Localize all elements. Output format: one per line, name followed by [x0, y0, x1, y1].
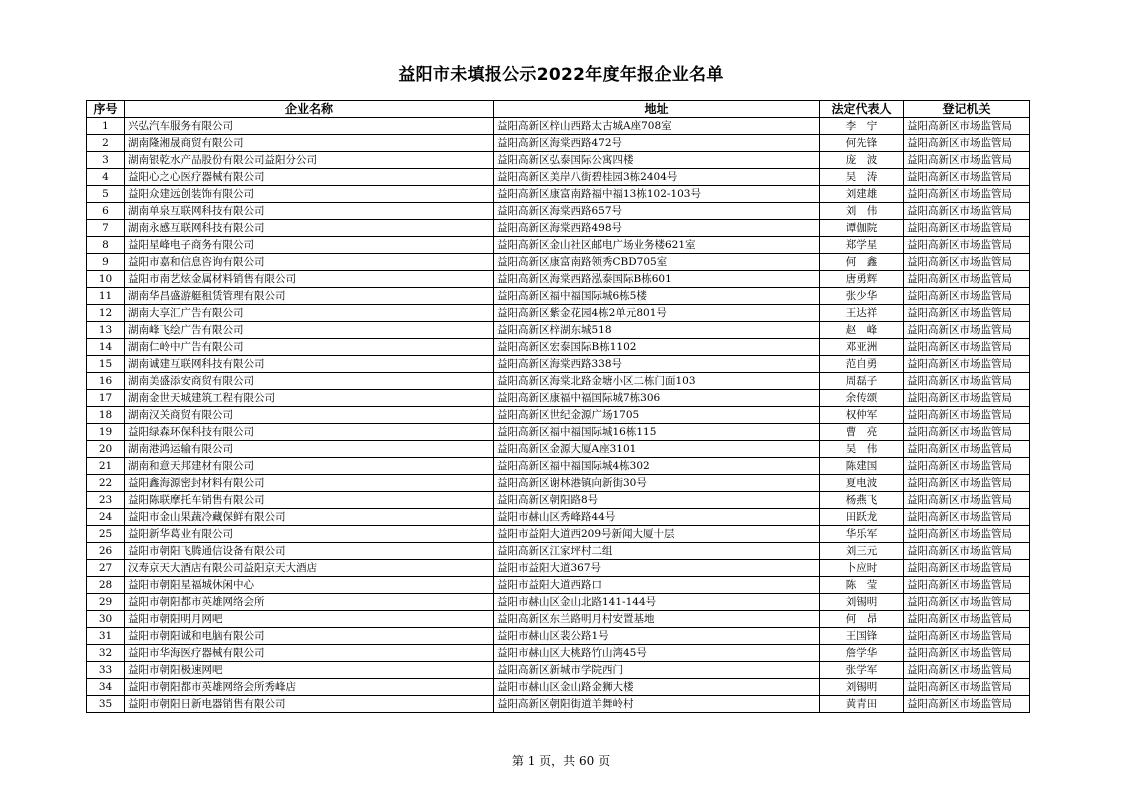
- row-number: 11: [87, 288, 125, 305]
- registration-authority: 益阳高新区市场监管局: [904, 322, 1030, 339]
- company-name: 益阳市华海医疗器械有限公司: [125, 645, 494, 662]
- company-name: 湖南单泉互联网科技有限公司: [125, 203, 494, 220]
- table-row: [87, 577, 1030, 594]
- company-name: 益阳市朝阳日新电器销售有限公司: [125, 696, 494, 713]
- company-name: 兴弘汽车服务有限公司: [125, 118, 494, 135]
- company-address: 益阳高新区谢林港镇向新街30号: [494, 475, 820, 492]
- legal-representative: 赵 峰: [820, 322, 904, 339]
- table-row: [87, 458, 1030, 475]
- legal-representative: 黄青田: [820, 696, 904, 713]
- table-row: [87, 560, 1030, 577]
- company-address: 益阳市赫山区金山路金狮大楼: [494, 679, 820, 696]
- company-name: 益阳市朝阳都市英雄网络会所秀峰店: [125, 679, 494, 696]
- company-address: 益阳高新区朝阳街道羊舞岭村: [494, 696, 820, 713]
- legal-representative: 刘锡明: [820, 679, 904, 696]
- row-number: 2: [87, 135, 125, 152]
- company-name: 益阳市南艺炫金属材料销售有限公司: [125, 271, 494, 288]
- table-row: [87, 118, 1030, 135]
- company-name: 汉寿京天大酒店有限公司益阳京天大酒店: [125, 560, 494, 577]
- company-address: 益阳高新区紫金花园4栋2单元801号: [494, 305, 820, 322]
- company-name: 湖南汉关商贸有限公司: [125, 407, 494, 424]
- row-number: 10: [87, 271, 125, 288]
- company-name: 湖南仁岭中广告有限公司: [125, 339, 494, 356]
- company-name: 益阳市朝阳都市英雄网络会所: [125, 594, 494, 611]
- header-address: 地址: [494, 101, 820, 118]
- company-address: 益阳高新区梓湖东城518: [494, 322, 820, 339]
- table-row: [87, 475, 1030, 492]
- company-address: 益阳高新区朝阳路8号: [494, 492, 820, 509]
- company-address: 益阳高新区弘泰国际公寓四楼: [494, 152, 820, 169]
- table-row: [87, 679, 1030, 696]
- legal-representative: 郑学星: [820, 237, 904, 254]
- legal-representative: 邓亚洲: [820, 339, 904, 356]
- registration-authority: 益阳高新区市场监管局: [904, 373, 1030, 390]
- legal-representative: 刘锡明: [820, 594, 904, 611]
- registration-authority: 益阳高新区市场监管局: [904, 458, 1030, 475]
- table-row: [87, 288, 1030, 305]
- company-name: 益阳市朝阳星福城休闲中心: [125, 577, 494, 594]
- company-address: 益阳高新区东兰路明月村安置基地: [494, 611, 820, 628]
- company-name: 益阳陈联摩托车销售有限公司: [125, 492, 494, 509]
- company-address: 益阳高新区海棠西路472号: [494, 135, 820, 152]
- row-number: 35: [87, 696, 125, 713]
- company-address: 益阳高新区宏泰国际B栋1102: [494, 339, 820, 356]
- registration-authority: 益阳高新区市场监管局: [904, 441, 1030, 458]
- table-row: [87, 611, 1030, 628]
- row-number: 31: [87, 628, 125, 645]
- row-number: 25: [87, 526, 125, 543]
- company-name: 益阳绿森环保科技有限公司: [125, 424, 494, 441]
- company-address: 益阳高新区康富南路福中福13栋102-103号: [494, 186, 820, 203]
- registration-authority: 益阳高新区市场监管局: [904, 492, 1030, 509]
- table-row: [87, 662, 1030, 679]
- legal-representative: 唐勇辉: [820, 271, 904, 288]
- table-row: [87, 305, 1030, 322]
- company-address: 益阳高新区金山社区邮电广场业务楼621室: [494, 237, 820, 254]
- row-number: 6: [87, 203, 125, 220]
- company-name: 湖南大享汇广告有限公司: [125, 305, 494, 322]
- registration-authority: 益阳高新区市场监管局: [904, 254, 1030, 271]
- registration-authority: 益阳高新区市场监管局: [904, 594, 1030, 611]
- registration-authority: 益阳高新区市场监管局: [904, 118, 1030, 135]
- legal-representative: 吴 涛: [820, 169, 904, 186]
- legal-representative: 曹 亮: [820, 424, 904, 441]
- legal-representative: 张少华: [820, 288, 904, 305]
- legal-representative: 何 昂: [820, 611, 904, 628]
- company-address: 益阳高新区江家坪村二组: [494, 543, 820, 560]
- table-row: [87, 203, 1030, 220]
- row-number: 14: [87, 339, 125, 356]
- row-number: 17: [87, 390, 125, 407]
- company-address: 益阳高新区世纪金源广场1705: [494, 407, 820, 424]
- company-address: 益阳高新区海棠西路泓泰国际B栋601: [494, 271, 820, 288]
- table-row: [87, 441, 1030, 458]
- row-number: 24: [87, 509, 125, 526]
- company-name: 湖南和意天邦建材有限公司: [125, 458, 494, 475]
- company-name: 湖南永感互联网科技有限公司: [125, 220, 494, 237]
- company-name: 益阳市朝阳诚和电脑有限公司: [125, 628, 494, 645]
- legal-representative: 杨燕飞: [820, 492, 904, 509]
- company-address: 益阳高新区康富南路领秀CBD705室: [494, 254, 820, 271]
- table-row: [87, 271, 1030, 288]
- company-address: 益阳高新区海棠西路498号: [494, 220, 820, 237]
- registration-authority: 益阳高新区市场监管局: [904, 509, 1030, 526]
- company-name: 益阳市金山果蔬冷藏保鲜有限公司: [125, 509, 494, 526]
- legal-representative: 田跃龙: [820, 509, 904, 526]
- company-name: 益阳新华葛业有限公司: [125, 526, 494, 543]
- company-address: 益阳市益阳大道367号: [494, 560, 820, 577]
- company-name: 湖南美盛添安商贸有限公司: [125, 373, 494, 390]
- table-row: [87, 373, 1030, 390]
- legal-representative: 王国锋: [820, 628, 904, 645]
- company-name: 湖南隆湘晟商贸有限公司: [125, 135, 494, 152]
- table-row: [87, 135, 1030, 152]
- registration-authority: 益阳高新区市场监管局: [904, 169, 1030, 186]
- company-name: 益阳星峰电子商务有限公司: [125, 237, 494, 254]
- registration-authority: 益阳高新区市场监管局: [904, 305, 1030, 322]
- company-address: 益阳市益阳大道西路口: [494, 577, 820, 594]
- legal-representative: 周磊子: [820, 373, 904, 390]
- row-number: 13: [87, 322, 125, 339]
- company-name: 益阳心之心医疗器械有限公司: [125, 169, 494, 186]
- page-footer: 第 1 页，共 60 页: [511, 754, 611, 768]
- company-address: 益阳市赫山区秀峰路44号: [494, 509, 820, 526]
- row-number: 28: [87, 577, 125, 594]
- registration-authority: 益阳高新区市场监管局: [904, 628, 1030, 645]
- legal-representative: 陈 莹: [820, 577, 904, 594]
- company-name: 湖南银乾水产品股份有限公司益阳分公司: [125, 152, 494, 169]
- registration-authority: 益阳高新区市场监管局: [904, 526, 1030, 543]
- table-row: [87, 152, 1030, 169]
- row-number: 33: [87, 662, 125, 679]
- table-row: [87, 424, 1030, 441]
- company-name: 湖南峰飞绘广告有限公司: [125, 322, 494, 339]
- table-row: [87, 390, 1030, 407]
- row-number: 4: [87, 169, 125, 186]
- company-address: 益阳高新区海棠西路338号: [494, 356, 820, 373]
- legal-representative: 权仲军: [820, 407, 904, 424]
- company-name: 益阳众建远创装饰有限公司: [125, 186, 494, 203]
- legal-representative: 刘三元: [820, 543, 904, 560]
- row-number: 27: [87, 560, 125, 577]
- company-address: 益阳高新区梓山西路太古城A座708室: [494, 118, 820, 135]
- legal-representative: 范自勇: [820, 356, 904, 373]
- registration-authority: 益阳高新区市场监管局: [904, 611, 1030, 628]
- legal-representative: 庞 波: [820, 152, 904, 169]
- table-row: [87, 492, 1030, 509]
- row-number: 15: [87, 356, 125, 373]
- row-number: 29: [87, 594, 125, 611]
- registration-authority: 益阳高新区市场监管局: [904, 356, 1030, 373]
- legal-representative: 何 鑫: [820, 254, 904, 271]
- enterprise-table: [86, 100, 1030, 713]
- row-number: 21: [87, 458, 125, 475]
- header-org: 登记机关: [904, 101, 1030, 118]
- legal-representative: 李 宁: [820, 118, 904, 135]
- header-name: 企业名称: [125, 101, 494, 118]
- table-row: [87, 254, 1030, 271]
- table-row: [87, 526, 1030, 543]
- row-number: 1: [87, 118, 125, 135]
- legal-representative: 张学军: [820, 662, 904, 679]
- row-number: 7: [87, 220, 125, 237]
- registration-authority: 益阳高新区市场监管局: [904, 390, 1030, 407]
- header-rep: 法定代表人: [820, 101, 904, 118]
- registration-authority: 益阳高新区市场监管局: [904, 237, 1030, 254]
- registration-authority: 益阳高新区市场监管局: [904, 271, 1030, 288]
- registration-authority: 益阳高新区市场监管局: [904, 135, 1030, 152]
- table-row: [87, 645, 1030, 662]
- table-row: [87, 169, 1030, 186]
- table-header-row: [87, 101, 1030, 118]
- row-number: 20: [87, 441, 125, 458]
- company-address: 益阳高新区康福中福国际城7栋306: [494, 390, 820, 407]
- company-name: 益阳市嘉和信息咨询有限公司: [125, 254, 494, 271]
- table-row: [87, 339, 1030, 356]
- legal-representative: 余传颂: [820, 390, 904, 407]
- legal-representative: 刘 伟: [820, 203, 904, 220]
- company-address: 益阳高新区海棠西路657号: [494, 203, 820, 220]
- company-name: 湖南诚建互联网科技有限公司: [125, 356, 494, 373]
- registration-authority: 益阳高新区市场监管局: [904, 203, 1030, 220]
- registration-authority: 益阳高新区市场监管局: [904, 577, 1030, 594]
- row-number: 12: [87, 305, 125, 322]
- table-row: [87, 220, 1030, 237]
- table-row: [87, 356, 1030, 373]
- table-row: [87, 594, 1030, 611]
- company-address: 益阳市赫山区大桃路竹山湾45号: [494, 645, 820, 662]
- legal-representative: 吴 伟: [820, 441, 904, 458]
- row-number: 16: [87, 373, 125, 390]
- registration-authority: 益阳高新区市场监管局: [904, 696, 1030, 713]
- registration-authority: 益阳高新区市场监管局: [904, 475, 1030, 492]
- row-number: 22: [87, 475, 125, 492]
- company-address: 益阳高新区新城市学院西门: [494, 662, 820, 679]
- company-address: 益阳市益阳大道西209号新闻大厦十层: [494, 526, 820, 543]
- legal-representative: 陈建国: [820, 458, 904, 475]
- row-number: 3: [87, 152, 125, 169]
- company-address: 益阳高新区福中福国际城16栋115: [494, 424, 820, 441]
- registration-authority: 益阳高新区市场监管局: [904, 220, 1030, 237]
- table-body: [87, 118, 1030, 713]
- legal-representative: 夏电波: [820, 475, 904, 492]
- registration-authority: 益阳高新区市场监管局: [904, 407, 1030, 424]
- registration-authority: 益阳高新区市场监管局: [904, 560, 1030, 577]
- table-row: [87, 543, 1030, 560]
- company-address: 益阳高新区金源大厦A座3101: [494, 441, 820, 458]
- legal-representative: 卜应时: [820, 560, 904, 577]
- company-address: 益阳市赫山区金山北路141-144号: [494, 594, 820, 611]
- registration-authority: 益阳高新区市场监管局: [904, 543, 1030, 560]
- row-number: 5: [87, 186, 125, 203]
- company-name: 湖南港鸿运输有限公司: [125, 441, 494, 458]
- row-number: 34: [87, 679, 125, 696]
- company-address: 益阳市赫山区裴公路1号: [494, 628, 820, 645]
- legal-representative: 华乐军: [820, 526, 904, 543]
- table-row: [87, 322, 1030, 339]
- registration-authority: 益阳高新区市场监管局: [904, 288, 1030, 305]
- company-name: 益阳市朝阳极速网吧: [125, 662, 494, 679]
- registration-authority: 益阳高新区市场监管局: [904, 339, 1030, 356]
- company-address: 益阳高新区福中福国际城6栋5楼: [494, 288, 820, 305]
- row-number: 23: [87, 492, 125, 509]
- legal-representative: 何先锋: [820, 135, 904, 152]
- row-number: 32: [87, 645, 125, 662]
- company-name: 益阳市朝阳明月网吧: [125, 611, 494, 628]
- legal-representative: 王达祥: [820, 305, 904, 322]
- row-number: 8: [87, 237, 125, 254]
- table-row: [87, 628, 1030, 645]
- registration-authority: 益阳高新区市场监管局: [904, 679, 1030, 696]
- company-name: 益阳鑫海源密封材料有限公司: [125, 475, 494, 492]
- table-row: [87, 509, 1030, 526]
- registration-authority: 益阳高新区市场监管局: [904, 424, 1030, 441]
- company-address: 益阳高新区福中福国际城4栋302: [494, 458, 820, 475]
- table-row: [87, 237, 1030, 254]
- legal-representative: 詹学华: [820, 645, 904, 662]
- table-row: [87, 186, 1030, 203]
- row-number: 19: [87, 424, 125, 441]
- row-number: 26: [87, 543, 125, 560]
- table-row: [87, 407, 1030, 424]
- company-address: 益阳高新区海棠北路金塘小区二栋门面103: [494, 373, 820, 390]
- header-no: 序号: [87, 101, 125, 118]
- registration-authority: 益阳高新区市场监管局: [904, 152, 1030, 169]
- registration-authority: 益阳高新区市场监管局: [904, 662, 1030, 679]
- company-name: 益阳市朝阳飞腾通信设备有限公司: [125, 543, 494, 560]
- registration-authority: 益阳高新区市场监管局: [904, 186, 1030, 203]
- row-number: 9: [87, 254, 125, 271]
- legal-representative: 谭伽院: [820, 220, 904, 237]
- company-name: 湖南金世天城建筑工程有限公司: [125, 390, 494, 407]
- company-address: 益阳高新区美岸八街碧桂园3栋2404号: [494, 169, 820, 186]
- page-title: 益阳市未填报公示2022年度年报企业名单: [398, 65, 724, 85]
- row-number: 18: [87, 407, 125, 424]
- row-number: 30: [87, 611, 125, 628]
- company-name: 湖南华昌盛游艇租赁管理有限公司: [125, 288, 494, 305]
- registration-authority: 益阳高新区市场监管局: [904, 645, 1030, 662]
- legal-representative: 刘建雄: [820, 186, 904, 203]
- table-row: [87, 696, 1030, 713]
